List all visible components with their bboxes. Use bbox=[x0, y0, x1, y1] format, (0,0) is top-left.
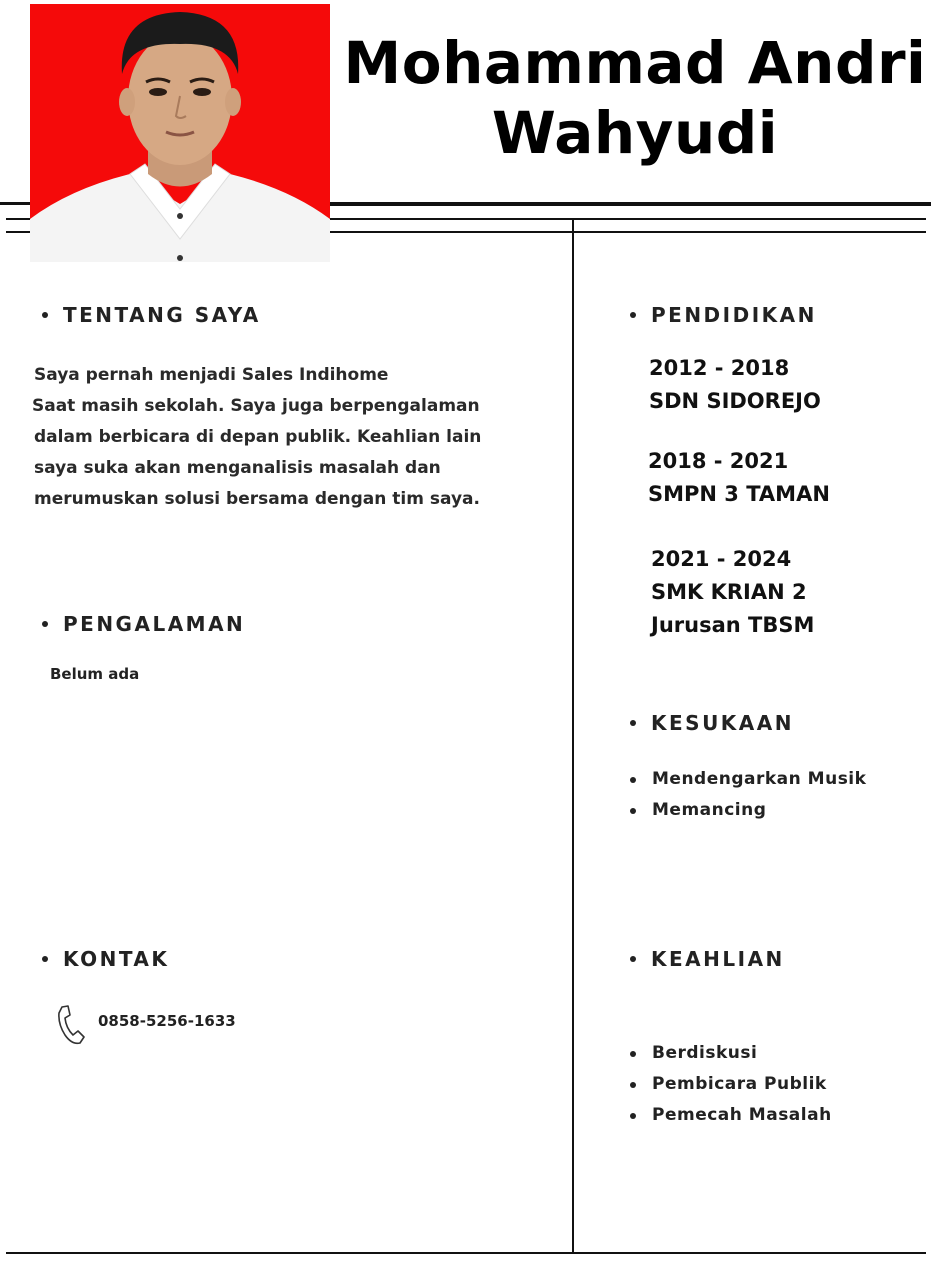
name-line-2: Wahyudi bbox=[491, 99, 779, 167]
footer-divider bbox=[6, 1252, 926, 1254]
skills-heading-label: KEAHLIAN bbox=[651, 947, 785, 971]
about-line: Saya pernah menjadi Sales Indihome bbox=[34, 365, 389, 385]
experience-text: Belum ada bbox=[50, 665, 140, 683]
phone-number: 0858-5256-1633 bbox=[98, 1012, 236, 1030]
list-item: Pemecah Masalah bbox=[630, 1100, 832, 1131]
header-divider-thick bbox=[0, 202, 30, 205]
column-divider bbox=[572, 220, 574, 1254]
person-portrait-icon bbox=[30, 4, 330, 262]
education-entry bbox=[648, 445, 830, 511]
list-item: Berdiskusi bbox=[630, 1038, 832, 1069]
education-major: Jurusan TBSM bbox=[651, 613, 815, 637]
education-years: 2018 - 2021 bbox=[648, 449, 789, 473]
experience-heading-label: PENGALAMAN bbox=[63, 612, 246, 636]
skills-heading bbox=[630, 947, 785, 971]
profile-photo bbox=[30, 4, 330, 262]
education-heading-label: PENDIDIKAN bbox=[651, 303, 817, 327]
experience-heading bbox=[42, 612, 245, 636]
contact-heading-label: KONTAK bbox=[63, 947, 170, 971]
list-item: Pembicara Publik bbox=[630, 1069, 832, 1100]
hobbies-list bbox=[630, 764, 866, 826]
list-item: Memancing bbox=[630, 795, 866, 826]
education-school: SDN SIDOREJO bbox=[649, 389, 821, 413]
bullet-icon bbox=[42, 956, 48, 962]
bullet-icon bbox=[630, 720, 636, 726]
hobbies-heading bbox=[630, 711, 794, 735]
education-entry bbox=[651, 543, 814, 642]
bullet-icon bbox=[630, 956, 636, 962]
bullet-icon bbox=[42, 621, 48, 627]
about-heading bbox=[42, 303, 261, 327]
about-line: Saat masih sekolah. Saya juga berpengalaman bbox=[32, 396, 480, 416]
header-divider-thick-right bbox=[330, 202, 931, 206]
education-entry bbox=[649, 352, 821, 418]
about-line: dalam berbicara di depan publik. Keahlian lain bbox=[34, 427, 482, 447]
about-text bbox=[34, 360, 534, 515]
phone-icon bbox=[56, 1004, 86, 1046]
bullet-icon bbox=[630, 312, 636, 318]
name-line-1: Mohammad Andri bbox=[343, 29, 927, 97]
full-name bbox=[340, 28, 930, 168]
about-heading-label: TENTANG SAYA bbox=[63, 303, 261, 327]
list-item: Mendengarkan Musik bbox=[630, 764, 866, 795]
about-line: saya suka akan menganalisis masalah dan bbox=[34, 458, 441, 478]
education-years: 2021 - 2024 bbox=[651, 547, 792, 571]
header-divider-thin-1 bbox=[6, 218, 30, 220]
header-divider-thin-2 bbox=[6, 231, 30, 233]
about-line: merumuskan solusi bersama dengan tim saya. bbox=[34, 489, 480, 509]
header-divider-thin-2-right bbox=[330, 231, 926, 233]
contact-heading bbox=[42, 947, 169, 971]
education-school: SMPN 3 TAMAN bbox=[648, 482, 830, 506]
education-years: 2012 - 2018 bbox=[649, 356, 790, 380]
education-school: SMK KRIAN 2 bbox=[651, 580, 807, 604]
bullet-icon bbox=[42, 312, 48, 318]
header-divider-thin-1-right bbox=[330, 218, 926, 220]
hobbies-heading-label: KESUKAAN bbox=[651, 711, 794, 735]
skills-list bbox=[630, 1038, 832, 1131]
education-heading bbox=[630, 303, 817, 327]
